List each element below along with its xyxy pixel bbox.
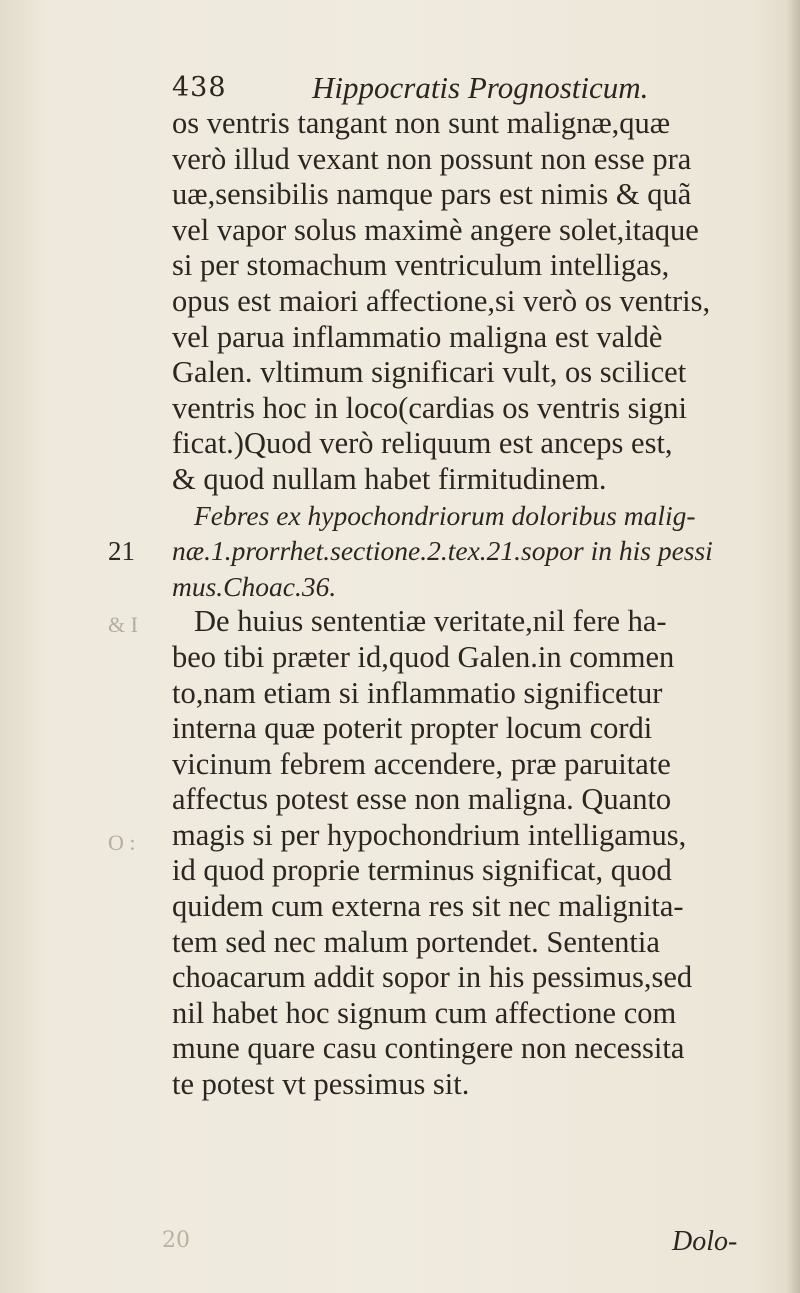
text-line: vel vapor solus maximè angere solet,itaque (172, 212, 699, 247)
text-line: to,nam etiam si inflammatio significetur (172, 675, 663, 710)
text-line: interna quæ poterit propter locum cordi (172, 711, 653, 746)
text-line: uæ,sensibilis namque pars est nimis & quã (172, 177, 692, 212)
text-line: nil habet hoc signum cum affectione com (172, 995, 677, 1030)
catchword: Dolo- (672, 1226, 738, 1257)
body-text (172, 106, 762, 1103)
page-edge-shadow (786, 0, 800, 1293)
text-line: affectus potest esse non maligna. Quanto (172, 782, 672, 817)
text-line: tem sed nec malum portendet. Sententia (172, 924, 660, 959)
text-line: ventris hoc in loco(cardias os ventris signi (172, 390, 688, 425)
margin-faint-mark: O : (108, 830, 136, 855)
text-line: choacarum addit sopor in his pessimus,sed (172, 960, 693, 995)
faint-bleedthrough-number: 20 (162, 1228, 190, 1253)
aphorism-line: Febres ex hypochondriorum doloribus malig- (194, 499, 696, 531)
text-line: ficat.)Quod verò reliquum est anceps est, (172, 426, 673, 461)
text-line: te potest vt pessimus sit. (172, 1067, 470, 1102)
text-line: De huius sententiæ veritate,nil fere ha- (194, 604, 667, 639)
text-line: mune quare casu contingere non necessita (172, 1031, 685, 1066)
text-line: os ventris tangant non sunt malignæ,quæ (172, 106, 671, 140)
text-line: Galen. vltimum significari vult, os scilicet (172, 355, 687, 390)
page-number: 438 (172, 72, 227, 103)
aphorism-line: mus.Choac.36. (172, 570, 337, 602)
running-head: Hippocratis Prognosticum. (312, 70, 649, 105)
text-line: verò illud vexant non possunt non esse pra (172, 141, 692, 176)
aphorism-line: næ.1.prorrhet.sectione.2.tex.21.sopor in his pessi (172, 535, 713, 567)
text-line: opus est maiori affectione,si verò os ventris, (172, 283, 711, 318)
text-line: si per stomachum ventriculum intelligas, (172, 248, 670, 283)
text-line: magis si per hypochondrium intelligamus, (172, 817, 687, 852)
text-line: & quod nullam habet firmitudinem. (172, 461, 607, 496)
text-line: id quod proprie terminus significat, quod (172, 853, 672, 888)
text-line: vel parua inflammatio maligna est valdè (172, 319, 663, 354)
text-line: quidem cum externa res sit nec malignita- (172, 889, 684, 924)
margin-number-21: 21 (108, 536, 135, 566)
text-line: vicinum febrem accendere, præ paruitate (172, 746, 671, 781)
margin-faint-mark: & I (108, 612, 138, 637)
text-line: beo tibi præter id,quod Galen.in commen (172, 639, 675, 674)
